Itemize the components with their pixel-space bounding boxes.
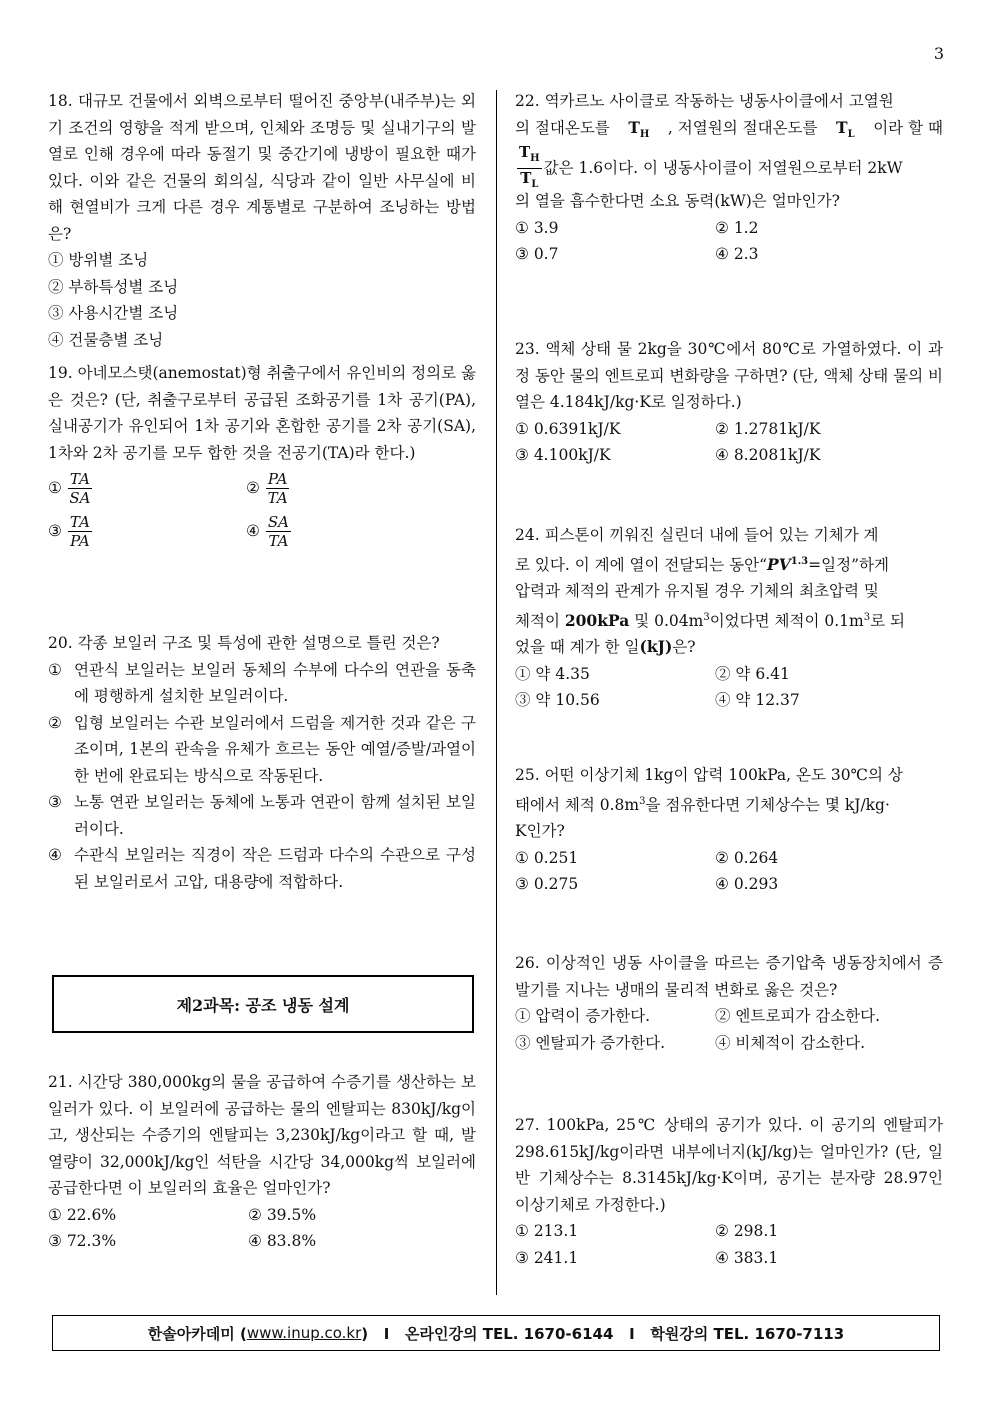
option: ① 3.9 [515, 218, 559, 237]
q24-line1: 24. 피스톤이 끼워진 실린더 내에 들어 있는 기체가 계 [515, 526, 879, 544]
option: ④ 비체적이 감소한다. [715, 1033, 866, 1052]
q22-line4: 의 열을 흡수한다면 소요 동력(kW)은 얼마인가? [515, 192, 840, 211]
question-22 [515, 88, 943, 336]
q25-line2: 태에서 체적 $0.8m^3$을 점유한다면 기체상수는 몇 kJ/kg· [515, 795, 890, 814]
option: ① 22.6% [48, 1205, 117, 1224]
question-19-stem: 19. 아네모스탯(anemostat)형 취출구에서 유인비의 정의로 옳은 것은? (단, 취출구로부터 공급된 조화공기를 1차 공기(PA), 실내공기가 유인되어 1차 공기와 혼합한 공기를 2차 공기(SA), 1차와 2차 공기를 모두 합한 것을 전공기(TA)라 한다.) [48, 364, 476, 462]
option: ③ 72.3% [48, 1232, 117, 1250]
option: ② 298.1 [715, 1222, 779, 1240]
option [246, 513, 444, 550]
option: ② 1.2 [715, 218, 759, 237]
question-25 [515, 762, 943, 950]
right-column [515, 88, 943, 1271]
option: ③ 0.7 [515, 245, 559, 264]
option: ③ 0.275 [515, 875, 579, 894]
option: ② 0.264 [715, 848, 779, 867]
fraction-th-tl: $\frac{T_H}{T_L}$ [519, 142, 540, 190]
footer-contact: ) I 온라인강의 TEL. 1670-6144 I 학원강의 TEL. 1670-7113 [361, 1324, 845, 1343]
option: ① 연관식 보일러는 보일러 동체의 수부에 다수의 연관을 동축에 평행하게 설치한 보일러이다. [48, 660, 476, 705]
options-grid [515, 1003, 943, 1056]
question-20-stem: 20. 각종 보일러 구조 및 특성에 관한 설명으로 틀린 것은? [48, 634, 440, 652]
question-27 [515, 1112, 943, 1271]
footer-name: 한솔아카데미 ( [147, 1324, 247, 1343]
q25-line3: K인가? [515, 822, 565, 841]
option: ② 입형 보일러는 수관 보일러에서 드럼을 제거한 것과 같은 구조이며, 1본의 관속을 유체가 흐르는 동안 예열/증발/과열이 한 번에 완료되는 방식으로 작동된다. [48, 713, 476, 785]
option: ① 압력이 증가한다. [515, 1007, 651, 1025]
option: ② 부하특성별 조닝 [48, 277, 179, 296]
option: ③ 노통 연관 보일러는 동체에 노통과 연관이 함께 설치된 보일러이다. [48, 793, 476, 838]
q24-line3: 압력과 체적의 관계가 유지될 경우 기체의 최초압력 및 [515, 582, 879, 601]
question-21 [48, 1069, 476, 1255]
q24-line5: 었을 때 계가 한 일(kJ)은? [515, 637, 696, 657]
options-grid [515, 215, 943, 268]
question-18-stem: 18. 대규모 건물에서 외벽으로부터 떨어진 중앙부(내주부)는 외기 조건의 영향을 적게 받으며, 인체와 조명등 및 실내기구의 발열로 인해 경우에 따라 동절기 및 중간기에 냉방이 필요한 때가 있다. 이와 같은 건물의 회의실, 식당과 같이 일반 사무실에 비해 현열비가 크게 다른 경우 계통별로 구분하여 조닝하는 방법은? [48, 92, 476, 243]
question-23-stem: 23. 액체 상태 물 2kg을 30℃에서 80℃로 가열하였다. 이 과정 동안 물의 엔트로피 변화량을 구하면? (단, 액체 상태 물의 비열은 4.184kJ/kg·K로 일정하다.) [515, 340, 943, 411]
q24-line4: 체적이 200kPa 및 $0.04m^3$이었다면 체적이 $0.1m^3$로 되 [515, 610, 905, 630]
question-24 [515, 522, 943, 762]
option: ② 39.5% [248, 1205, 317, 1224]
options-grid [515, 661, 943, 714]
option-number: ② [246, 479, 260, 498]
left-column [48, 88, 476, 1255]
option: ② 엔트로피가 감소한다. [715, 1007, 881, 1025]
option: ① 0.6391kJ/K [515, 419, 621, 438]
option: ① 방위별 조닝 [48, 251, 149, 269]
options-grid [515, 1218, 943, 1271]
q22-line3: $\frac{T_H}{T_L}$ 값은 1.6이다. 이 냉동사이클이 저열원으로부터 2kW [515, 148, 943, 188]
fraction: $\frac{TA}{SA}$ [69, 470, 91, 507]
option: ③ 약 10.56 [515, 691, 600, 710]
option [246, 470, 444, 507]
option: ④ 수관식 보일러는 직경이 작은 드럼과 다수의 수관으로 구성된 보일러로서 고압, 대용량에 적합하다. [48, 846, 476, 891]
fraction: $\frac{SA}{TA}$ [267, 513, 290, 550]
question-27-stem: 27. 100kPa, 25℃ 상태의 공기가 있다. 이 공기의 엔탈피가 298.615kJ/kg이라면 내부에너지(kJ/kg)는 얼마인가? (단, 일반 기체상수는 8.3145kJ/kg·K이며, 공기는 분자량 28.97인 이상기체로 가정한다.) [515, 1116, 943, 1214]
question-20 [48, 630, 476, 975]
option: ④ 2.3 [715, 245, 759, 264]
option: ① 213.1 [515, 1222, 579, 1240]
website-link[interactable]: www.inup.co.kr [246, 1324, 362, 1342]
option: ① 0.251 [515, 848, 579, 867]
option: ④ 건물층별 조닝 [48, 330, 164, 349]
fraction-options [48, 470, 476, 550]
q25-line1: 25. 어떤 이상기체 1kg이 압력 100kPa, 온도 30℃의 상 [515, 766, 903, 784]
fraction: $\frac{PA}{TA}$ [267, 470, 288, 507]
option: ③ 엔탈피가 증가한다. [515, 1033, 666, 1052]
column-divider [496, 90, 497, 1295]
option: ④ 0.293 [715, 875, 779, 894]
option-number: ③ [48, 522, 62, 541]
option: ② 1.2781kJ/K [715, 419, 821, 438]
section-title: 제2과목: 공조 냉동 설계 [52, 975, 474, 1033]
option: ① 약 4.35 [515, 664, 590, 683]
option: ④ 83.8% [248, 1232, 317, 1250]
options-grid [515, 845, 943, 898]
q22-line1: 22. 역카르노 사이클로 작동하는 냉동사이클에서 고열원 [515, 92, 894, 110]
question-18 [48, 88, 476, 360]
q24-line2: 로 있다. 이 계에 열이 전달되는 동안“$PV^{1.3}=$일정”하게 [515, 554, 889, 574]
question-21-stem: 21. 시간당 380,000kg의 물을 공급하여 수증기를 생산하는 보일러가 있다. 이 보일러에 공급하는 물의 엔탈피는 830kJ/kg이고, 생산되는 수증기의 엔탈피는 3,230kJ/kg이라고 할 때, 발열량이 32,000kJ/kg인 석탄을 시간당 34,000kg씩 보일러에 공급한다면 이 보일러의 효율은 얼마인가? [48, 1073, 476, 1197]
options-grid [515, 416, 943, 469]
fraction: $\frac{TA}{PA}$ [69, 513, 90, 550]
option [48, 470, 246, 507]
option [48, 513, 246, 550]
option: ② 약 6.41 [715, 664, 790, 683]
option: ④ 약 12.37 [715, 691, 800, 710]
page-number: 3 [933, 44, 944, 63]
question-26-stem: 26. 이상적인 냉동 사이클을 따르는 증기압축 냉동장치에서 증발기를 지나는 냉매의 물리적 변화로 옳은 것은? [515, 954, 943, 999]
option: ④ 383.1 [715, 1248, 779, 1267]
option-number: ① [48, 479, 62, 498]
question-19 [48, 360, 476, 630]
options-grid [48, 1202, 476, 1255]
option: ④ 8.2081kJ/K [715, 446, 821, 464]
q22-line2: 의 절대온도를 $T_H$ , 저열원의 절대온도를 $T_L$ 이라 할 때 [515, 117, 943, 140]
option: ③ 사용시간별 조닝 [48, 304, 179, 322]
option: ③ 241.1 [515, 1248, 579, 1267]
question-26 [515, 950, 943, 1112]
footer-banner [52, 1315, 940, 1351]
option: ③ 4.100kJ/K [515, 446, 611, 464]
option-number: ④ [246, 522, 260, 541]
question-23 [515, 336, 943, 522]
